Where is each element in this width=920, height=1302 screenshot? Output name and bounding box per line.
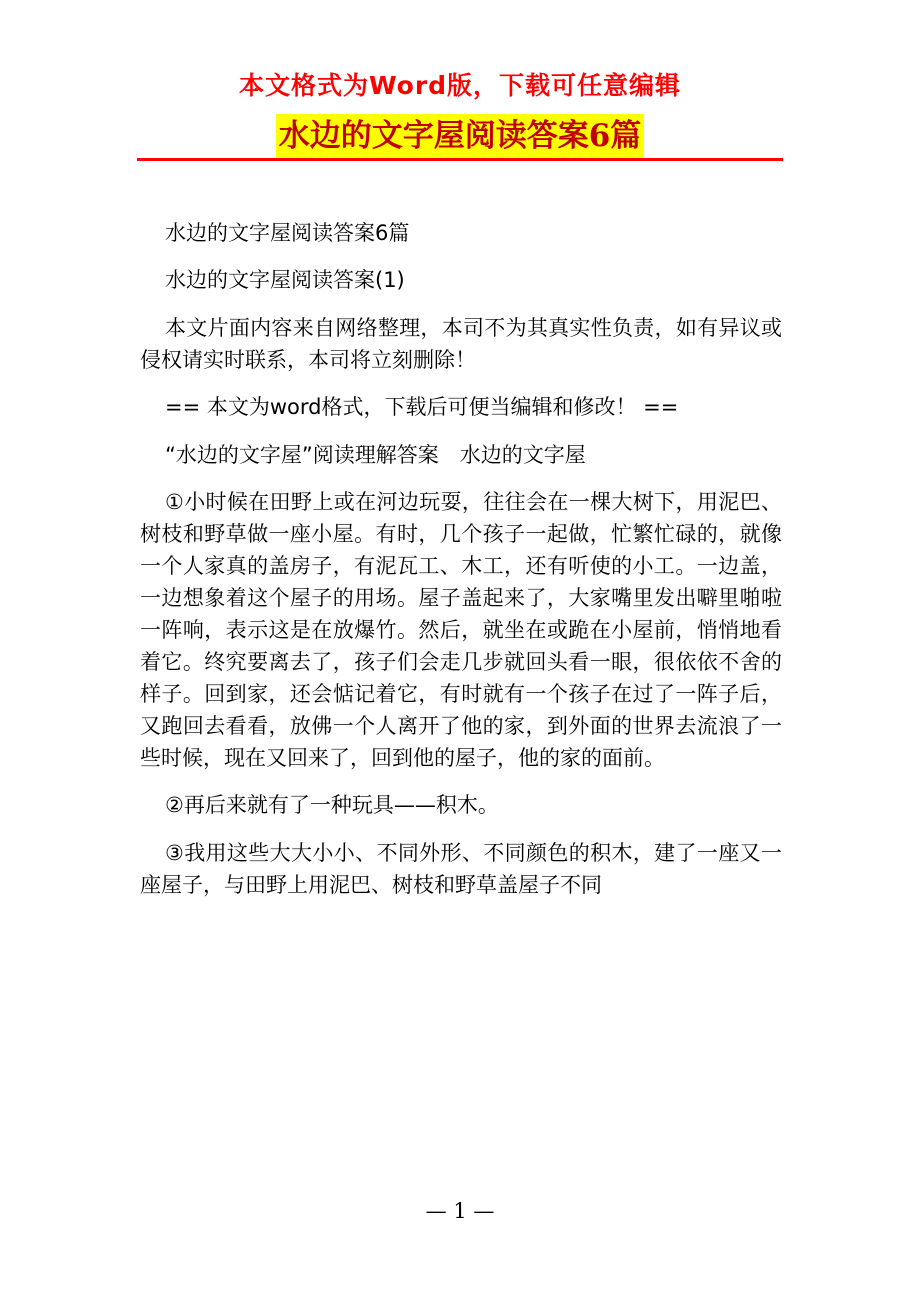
document-body	[140, 217, 782, 916]
format-note: == 本文为word格式，下载后可便当编辑和修改！ ==	[165, 395, 679, 420]
article-paragraph-2: ②再后来就有了一种玩具——积木。	[165, 793, 499, 818]
document-title-block	[0, 114, 920, 158]
disclaimer-paragraph: 本文片面内容来自网络整理，本司不为其真实性负责，如有异议或侵权请实时联系，本司将立刻删除！	[140, 315, 782, 372]
body-subtitle: 水边的文字屋阅读答案6篇	[165, 221, 410, 245]
page-number: — 1 —	[425, 1199, 495, 1223]
article-paragraph-3: ③我用这些大大小小、不同外形、不同颜色的积木，建了一座又一座屋子，与田野上用泥巴、树枝和野草盖屋子不同	[140, 840, 782, 897]
document-title: 水边的文字屋阅读答案6篇	[276, 114, 645, 158]
title-divider	[137, 158, 783, 161]
article-heading: “水边的文字屋”阅读理解答案 水边的文字屋	[165, 442, 586, 467]
format-notice: 本文格式为Word版，下载可任意编辑	[238, 71, 682, 100]
article-paragraph-1: ①小时候在田野上或在河边玩耍，往往会在一棵大树下，用泥巴、树枝和野草做一座小屋。有时，几个孩子一起做，忙繁忙碌的，就像一个人家真的盖房子，有泥瓦工、木工，还有听使的小工。一边盖，一边想象着这个屋子的用场。屋子盖起来了，大家嘴里发出噼里啪啦一阵响，表示这是在放爆竹。然后，就坐在或跪在小屋前，悄悄地看着它。终究要离去了，孩子们会走几步就回头看一眼，很依依不舍的样子。回到家，还会惦记着它，有时就有一个孩子在过了一阵子后，又跑回去看看，放佛一个人离开了他的家，到外面的世界去流浪了一些时候，现在又回来了，回到他的屋子，他的家的面前。	[140, 489, 782, 770]
section-heading: 水边的文字屋阅读答案(1)	[165, 268, 405, 293]
